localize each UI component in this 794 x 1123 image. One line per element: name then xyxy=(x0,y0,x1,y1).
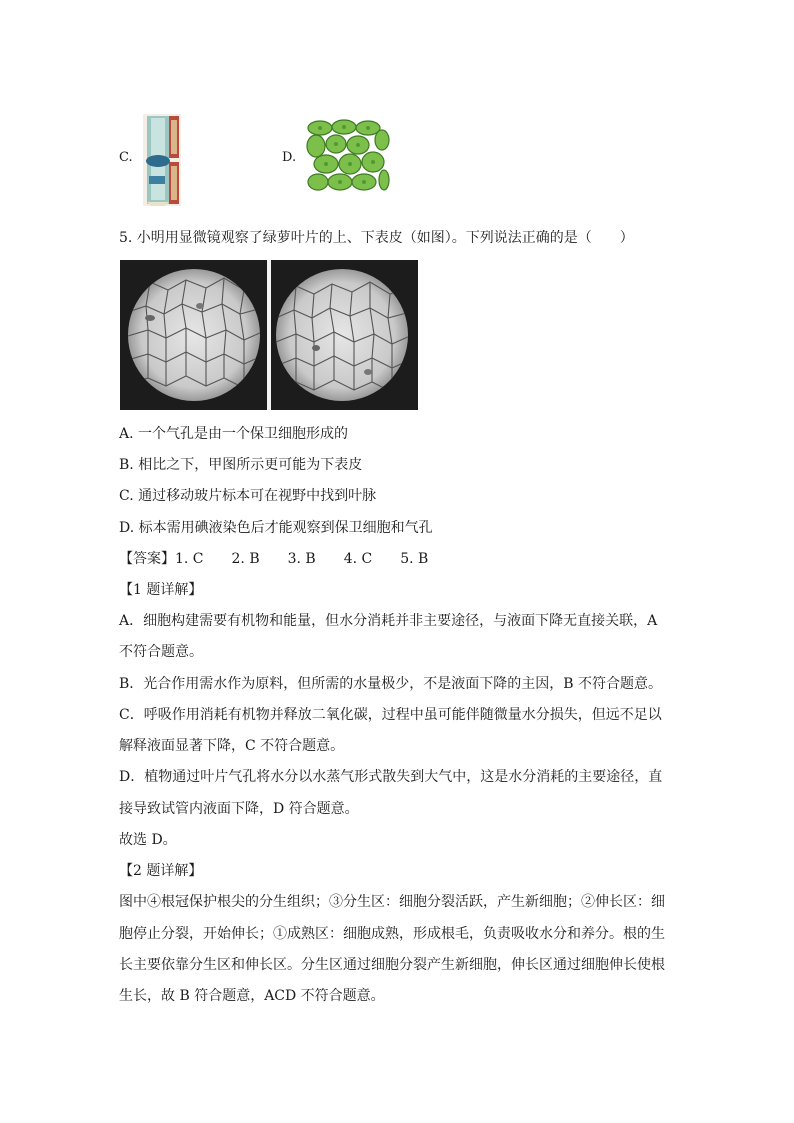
option-c-image xyxy=(143,114,181,206)
detail1-line: A．细胞构建需要有机物和能量，但水分消耗并非主要途径，与液面下降无直接关联，A xyxy=(119,613,658,629)
detail1-conclusion: 故选 D。 xyxy=(119,832,177,848)
micrograph-figure xyxy=(120,260,418,410)
question5-option-b: B. 相比之下，甲图所示更可能为下表皮 xyxy=(119,457,363,473)
detail1-heading: 【1 题详解】 xyxy=(119,582,203,598)
detail2-line: 长主要依靠分生区和伸长区。分生区通过细胞分裂产生新细胞，伸长区通过细胞伸长使根 xyxy=(119,957,665,973)
detail2-heading: 【2 题详解】 xyxy=(119,863,203,879)
answer-line: 【答案】1. C 2. B 3. B 4. C 5. B xyxy=(119,551,429,567)
detail1-line: C．呼吸作用消耗有机物并释放二氧化碳，过程中虽可能伴随微量水分损失，但远不足以 xyxy=(119,707,662,723)
option-c-label: C. xyxy=(119,150,133,165)
question5-option-a: A. 一个气孔是由一个保卫细胞形成的 xyxy=(119,426,349,442)
detail1-line: 解释液面显著下降，C 不符合题意。 xyxy=(119,738,345,754)
detail2-line: 图中④根冠保护根尖的分生组织；③分生区：细胞分裂活跃，产生新细胞；②伸长区：细 xyxy=(119,894,665,910)
question5-stem: 5. 小明用显微镜观察了绿萝叶片的上、下表皮（如图）。下列说法正确的是（ ） xyxy=(119,230,634,246)
question5-option-d: D. 标本需用碘液染色后才能观察到保卫细胞和气孔 xyxy=(119,520,433,536)
detail1-line: D．植物通过叶片气孔将水分以水蒸气形式散失到大气中，这是水分消耗的主要途径，直 xyxy=(119,769,663,785)
detail1-line: 接导致试管内液面下降，D 符合题意。 xyxy=(119,801,359,817)
option-d-image xyxy=(306,118,390,194)
question5-option-c: C. 通过移动玻片标本可在视野中找到叶脉 xyxy=(119,488,377,504)
detail1-line: B．光合作用需水作为原料，但所需的水量极少，不是液面下降的主因，B 不符合题意。 xyxy=(119,676,663,692)
detail2-line: 生长，故 B 符合题意，ACD 不符合题意。 xyxy=(119,988,385,1004)
detail2-line: 胞停止分裂，开始伸长；①成熟区：细胞成熟，形成根毛，负责吸收水分和养分。根的生 xyxy=(119,926,665,942)
detail1-line: 不符合题意。 xyxy=(119,644,203,660)
option-d-label: D. xyxy=(282,150,297,165)
